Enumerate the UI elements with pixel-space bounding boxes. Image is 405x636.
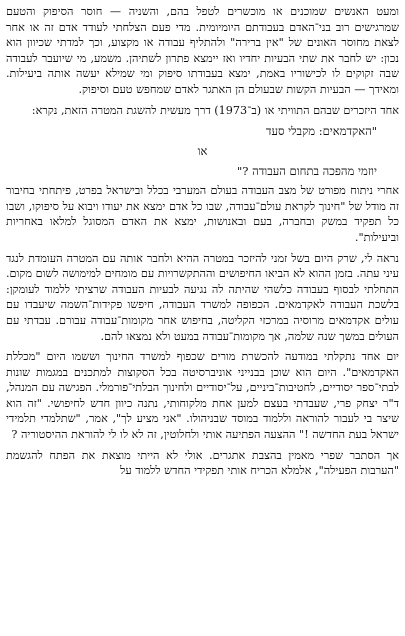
quote-line-1: "האקדמאים: מקבלי סעד [265,124,377,139]
paragraph-3: אחרי ניתוח מפורט של מצב העבודה בעולם המערבי בכלל ובישראל בפרט, פיתחתי בחיבור זה מודל של "חינוך לקראת עולם־עבודה, שבו כל אדם ימצא את יעודו ויבוא על סיפוקו, ושבו כל תפקיד במשק ובחברה, בעם ובאנושות, ימצא את האדם המסוגל למלאו באחריות וביעילות". [6,184,399,244]
paragraph-4: נראה לי, שרק היום בשל זמני להיזכר במטרה ההיא ולחבר אותה עם המטרה העומדת לנגד עיני עתה. בזמן ההוא לא הביאו החיפושים וההתקשרויות עם מומחים למימושה לשום מקום. התחלתי לבסוף בעבודה כלשהי שהיתה לה נגיעה לבעיות העבודה שרציתי ללמוד לעומקן: בלשכת העבודה לאקדמאים. הכפופה למשרד העבודה, חיפשו פקידות־השמה שיעבדו עם עולים אקדמאים מרוסיה במרכזי הקליטה, בחיפוש אחר מקומות־עבודה עבורם. עבדתי עם העולים במשך שנה שלמה, אך מקומות־עבודה במעט ולא נמצאו להם. [6,251,399,343]
paragraph-5: יום אחד נתקלתי במודעה להכשרת מורים שכפוף למשרד החינוך וששמו היום "מכללת האקדמאים". היום הוא שוכן בבנייני אוניברסיטה בכל הסקוצות למתכנים במגמות שונות לבתי־ספר יסודיים, לחטיבות־ביניים, על־יסודיים ולחינוך הבלתי־פורמלי. הפגישה עם המנהל, ד"ר יצחק פרי, שעבדתי בעצם למען אחת מלקוחותי, נתנה כיוון חדש לחיפושי. "זה הוא שיצר בי לעבור להוראה וללמוד במוסד שבניהולו. "אני מציע לך", אמר, "שתלמדי תלמידי ישראל בעת החדשה !" ההצעה הפתיעה אותי ולחלוטין, זה לא לו לי להוראת ההיסטוריה ? [6,350,399,442]
paragraph-6: אך הסתבר שפרי מאמין בהצבת אתגרים. אולי לא הייתי מוצאת את הפתח להגשמת "הערבות הפעילה", אלמלא הכריח אותי תפקידי החדש ללמוד על [6,448,399,478]
quote-line-2: יוזמי מהפכה בתחום העבודה ?" [237,164,377,179]
quote-or: או [197,144,208,159]
paragraph-2: אחד היזכרים שבהם התוויתי או (ב־1973) דרך מעשית להשגת המטרה הזאת, נקרא: [31,103,399,117]
paragraph-1: ומעט האנשים שמוכנים או מוכשרים לטפל בהם, והשניה — חוסר הסיפוק והטעם שמרגישים רוב בני־האדם בעבודתם היומיומית. מדי פעם הצלחתי לעודד אדם זה או אחר לצאת מחוסר האונים של "אין ברירה" ולהתליף עבודה או מקצוע, וכך למדתי שכיוון הוא נכון: יש לחבר את שתי הבעיות יחדיו ואז יימצא פתרון לשתיהן. משמע, מי שיועבר לעבודה שבה זקוקים לו לכישוריו באמת, ימצא בעבודתו סיפוק ומי שמילא יעשה אותה ביעילות. ומאידך — הבעיות הקשות שבעולם הן האתגר לאדם שמחפש טעם וסיפוק. [6,5,399,96]
